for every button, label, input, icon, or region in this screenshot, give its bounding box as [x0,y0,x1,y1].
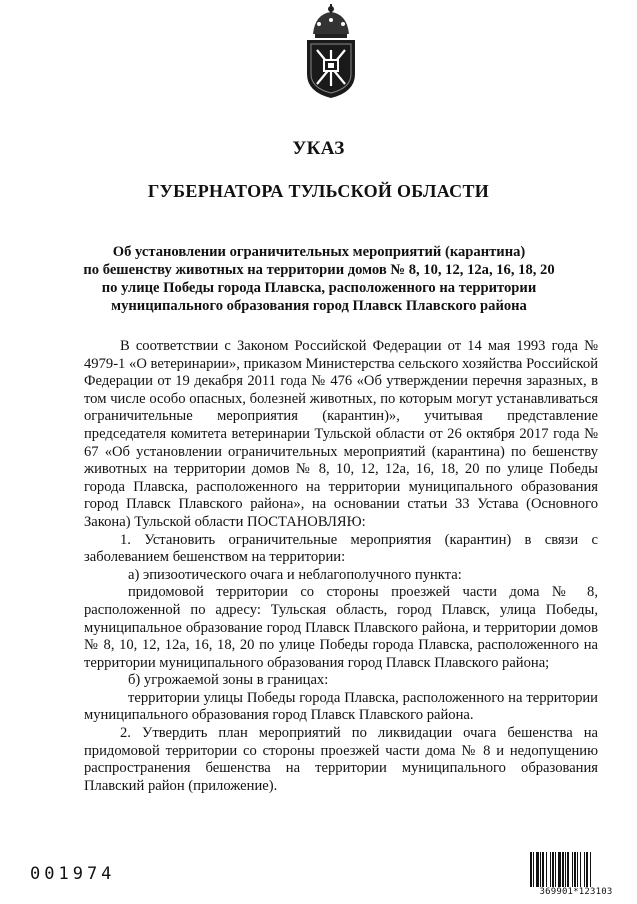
heading-line: Об установлении ограничительных мероприятий (карантина) [112,244,526,260]
clause-2-paragraph: 2. Утвердить план мероприятий по ликвидации очага бешенства на придомовой территории со стороны проезжей части дома № 8 и недопущению распространения бешенства на территории муниципального образования Плавский район (приложение). [84,725,598,794]
barcode-number: 369901*123103 [526,887,626,897]
heading-line: по улице Победы города Плавска, расположенного на территории [101,280,537,296]
document-title: УКАЗ [292,138,345,159]
document-number: 001974 [30,864,116,884]
clause-1b-detail-paragraph: территории улицы Победы города Плавска, расположенного на территории муниципального образования город Плавск Плавского района. [84,689,598,724]
heading-line: по бешенству животных на территории домов № 8, 10, 12, 12а, 16, 18, 20 [83,262,555,278]
heading-line: муниципального образования город Плавск Плавского района [111,298,527,314]
clause-1-paragraph: 1. Установить ограничительные мероприятия (карантин) в связи с заболеванием бешенством на территории: [84,531,598,566]
document-subtitle: ГУБЕРНАТОРА ТУЛЬСКОЙ ОБЛАСТИ [147,181,490,201]
clause-1a-detail-paragraph: придомовой территории со стороны проезжей части дома № 8, расположенной по адресу: Тульская область, город Плавск, улица Победы, муниципальное образование город Плавск Плавского района, и территории домов № 8, 10, 12, 12а, 16, 18, 20 по улице Победы города Плавска, расположенного на территории муниципального образования город Плавск Плавского района; [84,584,598,671]
clause-1a-paragraph: а) эпизоотического очага и неблагополучного пункта: [128,566,462,583]
preamble-paragraph: В соответствии с Законом Российской Федерации от 14 мая 1993 года № 4979-1 «О ветеринарии», приказом Министерства сельского хозяйства Российской Федерации от 19 декабря 2011 года № 476 «Об утверждении перечня заразных, в том числе особо опасных, болезней животных, по которым могут устанавливаться ограничительные мероприятия (карантин)», учитывая представление председателя комитета ветеринарии Тульской области от 26 октября 2017 года № 67 «Об установлении ограничительных мероприятий (карантина) по бешенству животных на территории домов № 8, 10, 12, 12а, 16, 18, 20 по улице Победы города Плавска, расположенного на территории муниципального образования город Плавск Плавского района», на основании статьи 33 Устава (Основного Закона) Тульской области ПОСТАНОВЛЯЮ: [84,338,598,530]
tula-coat-of-arms-icon [295,4,367,100]
decree-body [84,338,598,795]
decree-heading [40,243,598,315]
clause-1b-paragraph: б) угрожаемой зоны в границах: [128,672,329,689]
